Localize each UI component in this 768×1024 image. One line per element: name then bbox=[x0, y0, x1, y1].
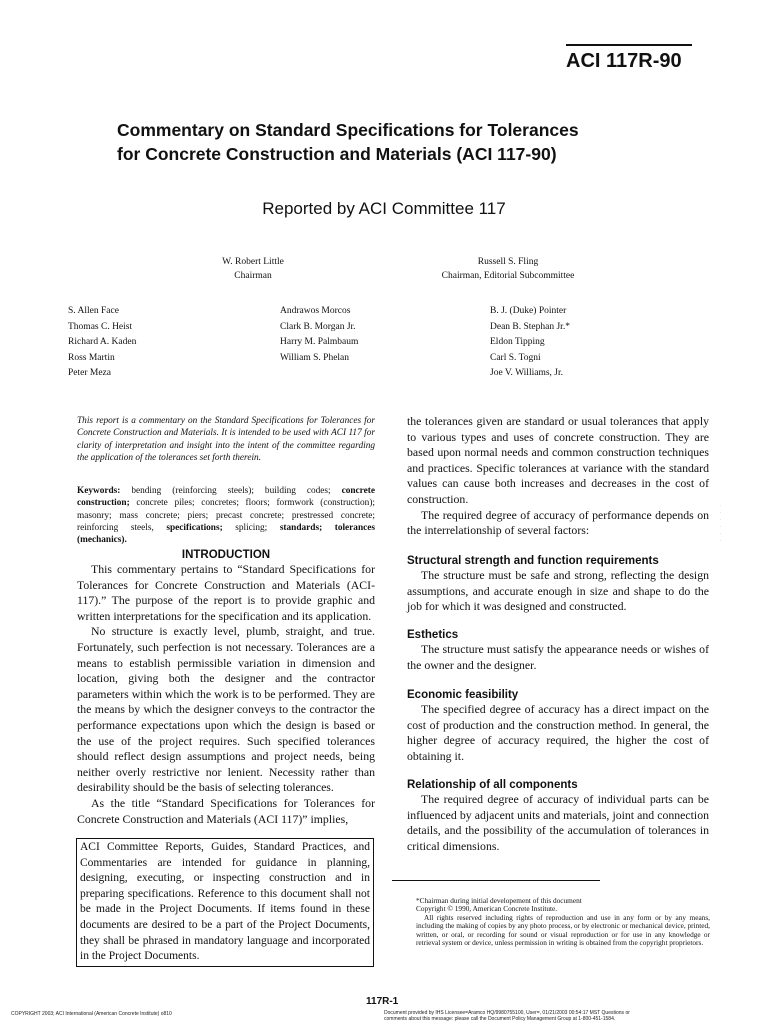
keywords-text: concrete piles; concretes; floors; formwork (construction); masonry; mass concrete; piers; precast concrete; prestressed concrete; reinforcing steels, bbox=[77, 498, 375, 533]
officer-editorial-chairman bbox=[418, 255, 598, 283]
copyright-bar: COPYRIGHT 2003; ACI International (American Concrete Institute) o810 bbox=[11, 1011, 172, 1017]
keywords-label: Keywords: bbox=[77, 486, 121, 496]
margin-mark: · · · · · · bbox=[717, 505, 722, 544]
section-text: The required degree of accuracy of individual parts can be influenced by adjacent units and materials, joint and connection details, and the possibility of the accumulation of tolerances in critical dimensions. bbox=[407, 792, 709, 853]
section-text: The structure must be safe and strong, reflecting the design assumptions, and accurate enough in size and shape to do the job for which it was designed and constructed. bbox=[407, 568, 709, 614]
paragraph: the tolerances given are standard or usual tolerances that apply to various types and uses of concrete construction. They are based upon normal needs and common construction techniques and practices. Specific tolerances at variance with the standard values can cause both increases and decreases in the cost of construction. bbox=[407, 414, 709, 506]
section-text: The specified degree of accuracy has a direct impact on the cost of production and the construction method. In general, the higher degree of accuracy required, the higher the cost of obtaining it. bbox=[407, 702, 709, 763]
member-name: Thomas C. Heist bbox=[68, 321, 133, 332]
disclaimer-box: ACI Committee Reports, Guides, Standard Practices, and Commentaries are intended for guidance in planning, designing, executing, or inspecting construction and in preparing specifications. Reference to this document shall not be made in the Project Documents. If items found in these documents are desired to be a part of the Project Documents, they shall be phrased in mandatory language and incorporated in the Project Documents. bbox=[76, 838, 374, 967]
abstract: This report is a commentary on the Standard Specifications for Tolerances for Concrete Construction and Materials. It is intended to be used with ACI 117 for clarity of interpretation and insight into the intent of the committee regarding the application of the tolerances set forth therein. bbox=[77, 416, 375, 463]
member-name: Ross Martin bbox=[68, 352, 115, 363]
officer-role: Chairman bbox=[234, 271, 272, 281]
introduction-body bbox=[77, 562, 375, 827]
member-name: Peter Meza bbox=[68, 368, 111, 378]
member-name: Harry M. Palmbaum bbox=[280, 337, 359, 347]
member-name: Dean B. Stephan Jr.* bbox=[490, 321, 570, 332]
page-number: 117R-1 bbox=[366, 996, 399, 1007]
section-heading: Esthetics bbox=[407, 629, 459, 641]
member-name: Richard A. Kaden bbox=[68, 337, 137, 347]
section-text: The structure must satisfy the appearance needs or wishes of the owner and the designer. bbox=[407, 642, 709, 672]
page-title bbox=[117, 118, 677, 166]
keywords bbox=[77, 485, 375, 546]
member-name: Carl S. Togni bbox=[490, 352, 541, 363]
members-column-3 bbox=[490, 304, 650, 382]
footnote-line: All rights reserved including rights of reproduction and use in any form or by any means, including the making of copies by any photo process, or by electronic or mechanical device, printed, written, or oral, or recording for sound or visual reproduction or for use in any knowledge or retrieval system or device, unless permission in writing is obtained from the copyright proprietors. bbox=[416, 912, 710, 948]
member-name: S. Allen Face bbox=[68, 306, 119, 316]
keywords-text: splicing; bbox=[222, 522, 280, 533]
keywords-bold: concrete construction; bbox=[77, 486, 375, 509]
paragraph: As the title “Standard Specifications for Tolerances for Concrete Construction and Materials (ACI 117)” implies, bbox=[77, 795, 375, 826]
officer-chairman bbox=[170, 255, 336, 283]
member-name: Clark B. Morgan Jr. bbox=[280, 321, 356, 332]
section-strength bbox=[407, 554, 709, 615]
section-heading: Relationship of all components bbox=[407, 779, 578, 791]
reported-by: Reported by ACI Committee 117 bbox=[262, 199, 506, 218]
title-line-2: for Concrete Construction and Materials (ACI 117-90) bbox=[117, 144, 557, 164]
document-number: ACI 117R-90 bbox=[566, 44, 692, 74]
section-heading: Economic feasibility bbox=[407, 689, 519, 701]
footnote-rule bbox=[392, 880, 600, 881]
keywords-bold: standards; tolerances (mechanics). bbox=[77, 522, 375, 546]
footnote bbox=[416, 897, 710, 947]
member-name: Andrawos Morcos bbox=[280, 306, 351, 316]
paragraph: No structure is exactly level, plumb, straight, and true. Fortunately, such perfection is not necessary. Tolerances are a means to establish permissible variation in dimension and location, giving both the designer and the contractor parameters within which the work is to be performed. They are the means by which the designer conveys to the contractor the performance expectations upon which the design is based or the use of the project requires. Such specified tolerances should reflect design assumptions and project needs, being neither overly restrictive nor lenient. Necessity rather than desirability should be the basis of selecting tolerances. bbox=[77, 624, 375, 795]
member-name: Eldon Tipping bbox=[490, 337, 545, 347]
officer-role: Chairman, Editorial Subcommittee bbox=[441, 271, 575, 281]
member-name: Joe V. Williams, Jr. bbox=[490, 368, 563, 378]
keywords-text: bending (reinforcing steels); building codes; bbox=[120, 486, 342, 496]
section-relationship bbox=[407, 778, 709, 854]
officer-name: Russell S. Fling bbox=[477, 257, 539, 267]
right-column-intro bbox=[407, 414, 709, 539]
introduction-heading: INTRODUCTION bbox=[181, 549, 271, 561]
section-economic bbox=[407, 688, 709, 764]
title-line-1: Commentary on Standard Specifications for Tolerances bbox=[117, 120, 579, 140]
member-name: William S. Phelan bbox=[280, 352, 350, 363]
keywords-bold: specifications; bbox=[166, 522, 223, 533]
provided-by-notice: Document provided by IHS Licensee=Aramco HQ/9980755100, User=, 01/21/2003 00:54:17 MST Questions or comments about this message: please call the Document Policy Management Group at 1-800-451-1584. bbox=[384, 1010, 630, 1023]
section-heading: Structural strength and function requirements bbox=[407, 555, 659, 567]
members-column-2 bbox=[280, 304, 430, 366]
footnote-line: Copyright © 1990, American Concrete Institute. bbox=[416, 904, 558, 914]
officer-name: W. Robert Little bbox=[222, 257, 284, 267]
footnote-line: *Chairman during initial developement of this document bbox=[416, 896, 582, 905]
paragraph: The required degree of accuracy of performance depends on the interrelationship of several factors: bbox=[407, 507, 709, 538]
paragraph: This commentary pertains to “Standard Specifications for Tolerances for Concrete Construction and Materials (ACI-117).” The purpose of the report is to provide graphic and written interpretations for the specification and its application. bbox=[77, 562, 375, 623]
section-esthetics bbox=[407, 628, 709, 673]
member-name: B. J. (Duke) Pointer bbox=[490, 306, 567, 316]
members-column-1 bbox=[68, 304, 218, 382]
